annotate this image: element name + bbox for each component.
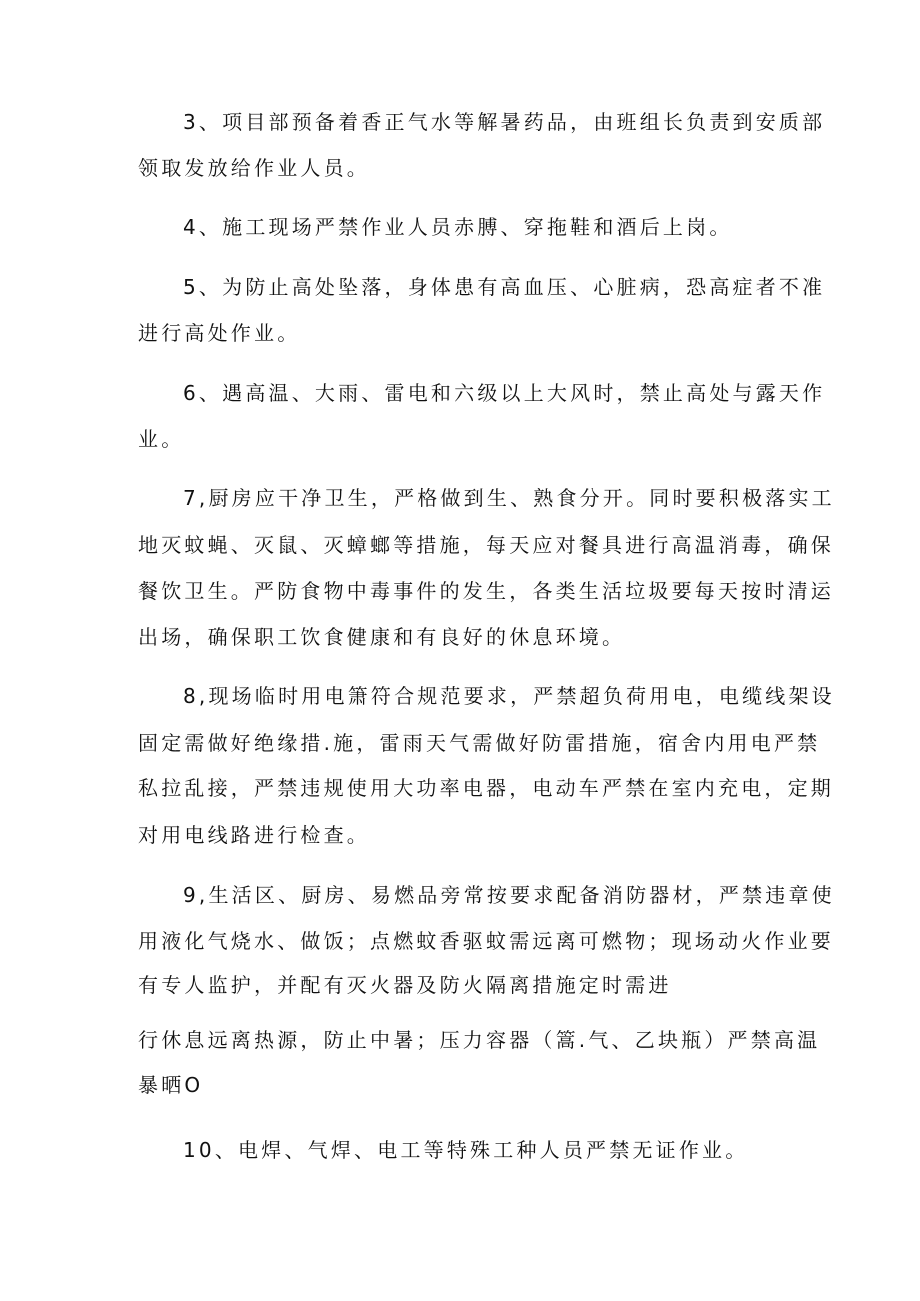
continuation-line-1: 行休息远离热源，防止中暑；压力容器（篙.气、乙块瓶）严禁高温 (138, 1028, 821, 1052)
item-9-line-3: 有专人监护，并配有灭火器及防火隔离措施定时需进 (138, 973, 672, 997)
item-3-line-1: 3、项目部预备着香正气水等解暑药品，由班组长负责到安质部 (183, 110, 826, 134)
item-6-line-1: 6、遇高温、大雨、雷电和六级以上大风时，禁止高处与露天作 (183, 381, 826, 405)
item-5-line-2: 进行高处作业。 (138, 321, 301, 345)
item-9-line-1: 9,生活区、厨房、易燃品旁常按要求配备消防器材，严禁违章使 (183, 883, 835, 907)
item-5-line-1: 5、为防止高处坠落，身体患有高血压、心脏病，恐高症者不准 (183, 275, 826, 299)
continuation-line-2: 暴晒O (138, 1073, 204, 1097)
item-8-line-2: 固定需做好绝缘措.施，雷雨天气需做好防雷措施，宿舍内用电严禁 (138, 731, 821, 755)
item-8-line-3: 私拉乱接，严禁违规使用大功率电器，电动车严禁在室内充电，定期 (138, 776, 834, 800)
item-9-line-2: 用液化气烧水、做饭；点燃蚊香驱蚊需远离可燃物；现场动火作业要 (138, 929, 834, 953)
item-8-line-4: 对用电线路进行检查。 (138, 823, 370, 847)
item-7-line-1: 7,厨房应干净卫生，严格做到生、熟食分开。同时要积极落实工 (183, 486, 835, 510)
item-7-line-2: 地灭蚊蝇、灭鼠、灭蟑螂等措施，每天应对餐具进行高温消毒，确保 (138, 533, 834, 557)
item-8-line-1: 8,现场临时用电箫符合规范要求，严禁超负荷用电，电缆线架设 (183, 684, 835, 708)
item-6-line-2: 业。 (138, 427, 185, 451)
item-10-line-1: 10、电焊、气焊、电工等特殊工种人员严禁无证作业。 (183, 1138, 749, 1162)
item-4-line-1: 4、施工现场严禁作业人员赤膊、穿拖鞋和酒后上岗。 (183, 215, 733, 239)
item-7-line-3: 餐饮卫生。严防食物中毒事件的发生，各类生活垃圾要每天按时清运 (138, 579, 834, 603)
item-3-line-2: 领取发放给作业人员。 (138, 156, 370, 180)
item-7-line-4: 出场，确保职工饮食健康和有良好的休息环境。 (138, 625, 626, 649)
